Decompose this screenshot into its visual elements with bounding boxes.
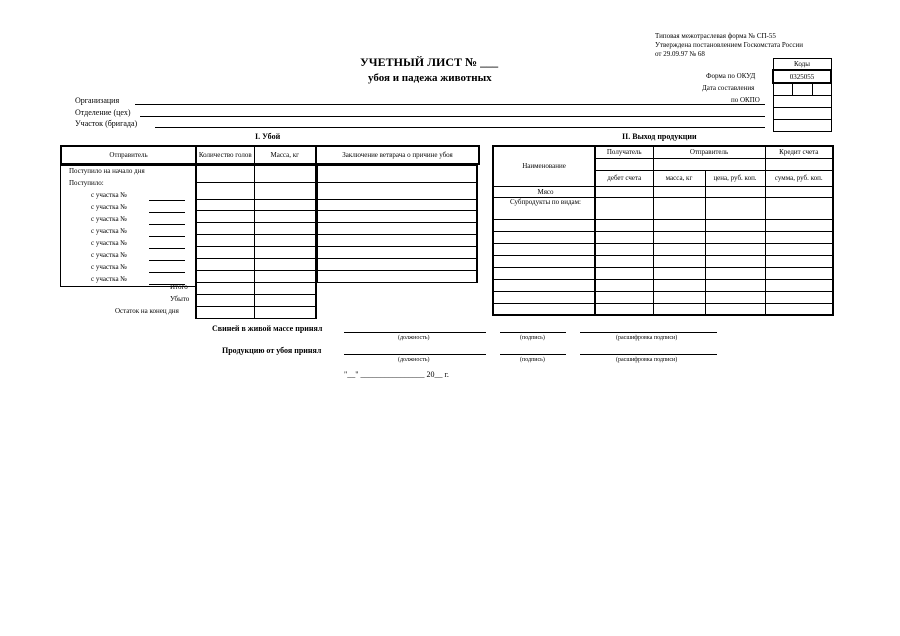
total-label: Итого (170, 283, 188, 291)
document-title: УЧЕТНЫЙ ЛИСТ № ___ (360, 55, 499, 69)
row-from-site: с участка № (91, 275, 127, 283)
site-number-line[interactable] (149, 248, 185, 249)
site-number-line[interactable] (149, 272, 185, 273)
production-table[interactable] (492, 145, 834, 316)
col-name: Наименование (493, 146, 595, 186)
extra-code-cell-1[interactable] (773, 108, 831, 120)
organization-line[interactable] (135, 104, 765, 105)
col-mass: масса, кг (653, 170, 705, 186)
organization-label: Организация (75, 96, 120, 105)
row-from-site: с участка № (91, 251, 127, 259)
approved-date: от 29.09.97 № 68 (655, 50, 705, 58)
position-caption: (должность) (398, 357, 430, 363)
row-start-of-day: Поступило на начало дня (69, 167, 145, 175)
col-vet: Заключение ветврача о причине убоя (316, 146, 479, 164)
section2-title: II. Выход продукции (622, 132, 697, 141)
products-signature-line[interactable] (500, 354, 566, 355)
col-qty: Количество голов (196, 146, 254, 164)
col-mass: Масса, кг (254, 146, 316, 164)
products-position-line[interactable] (344, 354, 486, 355)
row-meat: Мясо (493, 186, 595, 197)
row-from-site: с участка № (91, 239, 127, 247)
okpo-label: по ОКПО (731, 96, 760, 104)
extra-code-cell-2[interactable] (773, 120, 831, 132)
row-from-site: с участка № (91, 191, 127, 199)
col-sum: сумма, руб. коп. (765, 170, 833, 186)
row-offal: Субпродукты по видам: (493, 197, 595, 219)
col-debit: дебет счета (595, 170, 653, 186)
signature-caption: (подпись) (520, 357, 545, 363)
pigs-signature-line[interactable] (500, 332, 566, 333)
col-credit: Кредит счета (765, 146, 833, 158)
vet-conclusion-table[interactable] (317, 165, 478, 283)
pigs-decoding-line[interactable] (580, 332, 717, 333)
site-number-line[interactable] (149, 260, 185, 261)
form-type: Типовая межотраслевая форма № СП-55 (655, 32, 776, 40)
codes-heading: Коды (773, 59, 831, 71)
okud-label: Форма по ОКУД (706, 72, 756, 80)
site-number-line[interactable] (149, 224, 185, 225)
balance-label: Остаток на конец дня (115, 307, 179, 315)
signature-caption: (подпись) (520, 335, 545, 341)
row-from-site: с участка № (91, 263, 127, 271)
position-caption: (должность) (398, 335, 430, 341)
col-sender: Отправитель (61, 146, 196, 164)
products-received-label: Продукцию от убоя принял (222, 346, 322, 355)
slaughter-sender-block (60, 165, 196, 287)
date-line[interactable]: "__" ________________ 20__ г. (344, 370, 449, 379)
row-from-site: с участка № (91, 203, 127, 211)
row-from-site: с участка № (91, 215, 127, 223)
pigs-position-line[interactable] (344, 332, 486, 333)
document-subtitle: убоя и падежа животных (368, 72, 492, 84)
date-label: Дата составления (702, 84, 755, 92)
decoding-caption: (расшифровка подписи) (616, 357, 678, 363)
slaughtered-label: Убыто (170, 295, 190, 303)
slaughter-values-table[interactable] (195, 165, 317, 319)
section-label: Участок (бригада) (75, 119, 138, 128)
col-price: цена, руб. коп. (705, 170, 765, 186)
pigs-received-label: Свиней в живой массе принял (212, 324, 323, 333)
approved-text: Утверждена постановлением Госкомстата России (655, 41, 803, 49)
okud-code: 0325055 (773, 70, 831, 83)
site-number-line[interactable] (149, 200, 185, 201)
date-code-cell[interactable] (773, 83, 831, 96)
okpo-code-cell[interactable] (773, 96, 831, 108)
section1-title: I. Убой (255, 132, 281, 141)
department-label: Отделение (цех) (75, 108, 131, 117)
site-number-line[interactable] (149, 212, 185, 213)
row-from-site: с участка № (91, 227, 127, 235)
site-number-line[interactable] (149, 236, 185, 237)
codes-table (772, 58, 832, 132)
col-receiver: Получатель (595, 146, 653, 158)
decoding-caption: (расшифровка подписи) (616, 335, 678, 341)
products-decoding-line[interactable] (580, 354, 717, 355)
department-line[interactable] (140, 116, 765, 117)
section-line[interactable] (155, 127, 765, 128)
col-sender: Отправитель (653, 146, 765, 158)
row-received: Поступило: (69, 179, 104, 187)
slaughter-header-table (60, 145, 480, 165)
